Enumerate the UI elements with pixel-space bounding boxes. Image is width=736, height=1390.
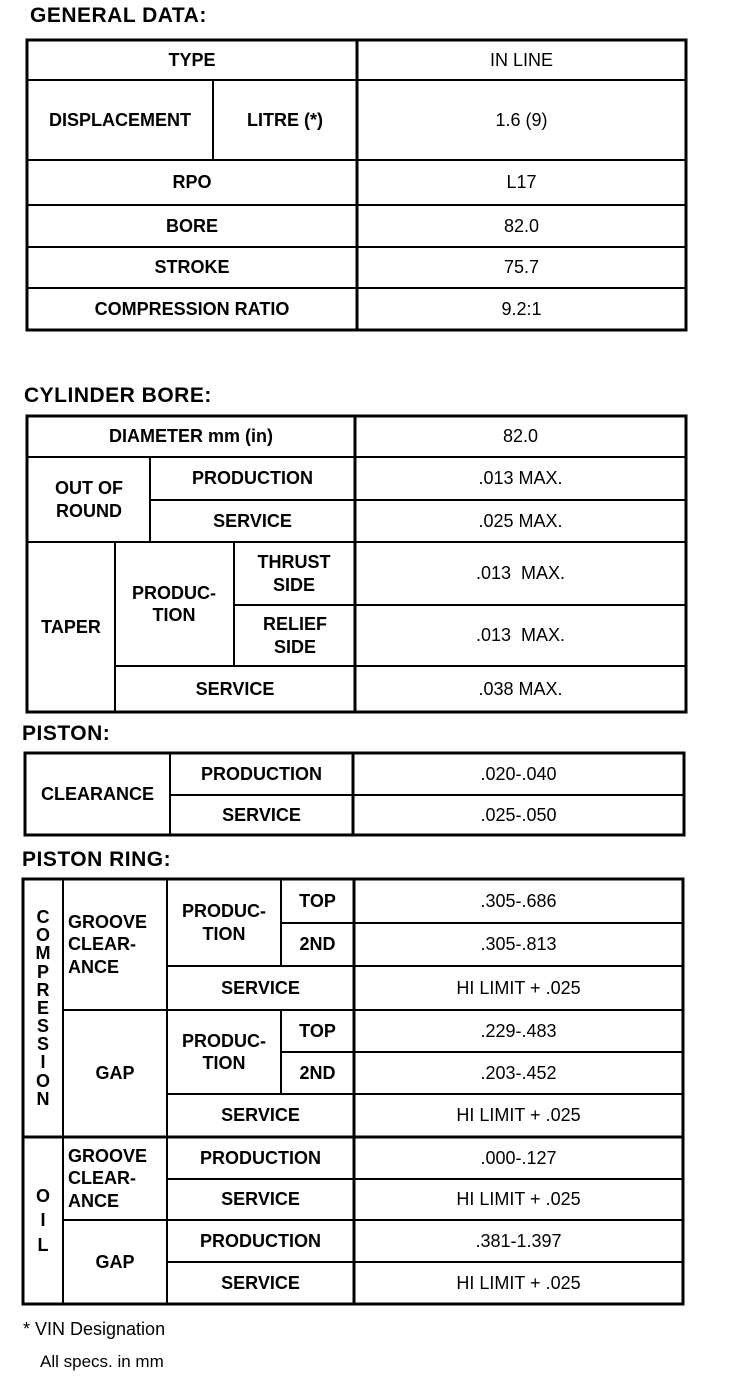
diameter-label: DIAMETER mm (in) xyxy=(109,426,273,447)
litre-label: LITRE (*) xyxy=(247,109,323,130)
rpo-label: RPO xyxy=(172,172,212,193)
oil-groove-production-label: PRODUCTION xyxy=(200,1147,321,1168)
oor-production-label: PRODUCTION xyxy=(192,468,313,489)
bore-label: BORE xyxy=(165,215,218,236)
piston-service-value: .025-.050 xyxy=(480,804,557,825)
type-label: TYPE xyxy=(168,49,216,70)
stroke-value: 75.7 xyxy=(503,257,540,277)
comp-groove-service-value: HI LIMIT + .025 xyxy=(456,977,581,998)
stroke-label: STROKE xyxy=(154,257,230,278)
oil-groove-production-value: .000-.127 xyxy=(480,1147,557,1168)
comp-groove-2nd-label: 2ND xyxy=(299,934,336,955)
piston-production-value: .020-.040 xyxy=(480,763,557,784)
units-footnote: All specs. in mm xyxy=(40,1352,164,1371)
out-of-round-label: OUT OF ROUND xyxy=(55,478,123,521)
oor-service-label: SERVICE xyxy=(213,510,292,531)
vin-footnote: * VIN Designation xyxy=(23,1319,166,1339)
oil-groove-clearance-label: GROOVE CLEAR- ANCE xyxy=(68,1145,148,1211)
cylinder-bore-title: CYLINDER BORE: xyxy=(24,384,212,407)
oil-gap-service-label: SERVICE xyxy=(221,1272,300,1293)
comp-gap-service-value: HI LIMIT + .025 xyxy=(456,1105,581,1125)
comp-gap-top-label: TOP xyxy=(299,1020,336,1041)
compression-ratio-value: 9.2:1 xyxy=(501,298,542,319)
comp-gap-top-value: .229-.483 xyxy=(480,1020,557,1041)
comp-groove-2nd-value: .305-.813 xyxy=(480,934,557,954)
piston-production-label: PRODUCTION xyxy=(201,763,322,784)
piston-title: PISTON: xyxy=(22,722,111,745)
compression-vertical-label: C O M P R E S S I O N xyxy=(35,906,51,1109)
comp-groove-service-label: SERVICE xyxy=(221,977,300,998)
comp-groove-top-value: .305-.686 xyxy=(480,890,557,911)
relief-side-label: RELIEF SIDE xyxy=(262,614,327,657)
taper-label: TAPER xyxy=(41,616,101,637)
comp-groove-production-label: PRODUC- TION xyxy=(182,901,266,944)
displacement-value: 1.6 (9) xyxy=(495,109,548,130)
bore-value: 82.0 xyxy=(503,215,540,236)
oil-groove-service-label: SERVICE xyxy=(221,1189,300,1210)
oil-gap-production-value: .381-1.397 xyxy=(475,1230,562,1251)
oor-production-value: .013 MAX. xyxy=(478,468,563,488)
comp-gap-production-label: PRODUC- TION xyxy=(182,1030,266,1073)
type-value: IN LINE xyxy=(489,49,554,70)
comp-gap-2nd-value: .203-.452 xyxy=(480,1062,557,1083)
thrust-side-value: .013 MAX. xyxy=(475,563,566,583)
compression-ratio-label: COMPRESSION RATIO xyxy=(94,298,290,319)
comp-groove-top-label: TOP xyxy=(299,890,336,911)
oil-gap-service-value: HI LIMIT + .025 xyxy=(456,1272,581,1293)
comp-gap-service-label: SERVICE xyxy=(221,1105,300,1126)
relief-side-value: .013 MAX. xyxy=(475,625,566,645)
comp-gap-label: GAP xyxy=(95,1063,135,1084)
oil-gap-production-label: PRODUCTION xyxy=(200,1230,321,1251)
taper-service-label: SERVICE xyxy=(195,678,275,699)
piston-service-label: SERVICE xyxy=(222,804,301,825)
general-data-title: GENERAL DATA: xyxy=(30,4,207,27)
diameter-value: 82.0 xyxy=(502,426,539,446)
displacement-label: DISPLACEMENT xyxy=(48,109,191,130)
oil-vertical-label: O I L xyxy=(35,1186,50,1255)
piston-ring-title: PISTON RING: xyxy=(22,848,172,871)
taper-service-value: .038 MAX. xyxy=(478,678,563,699)
oil-gap-label: GAP xyxy=(95,1251,135,1272)
piston-clearance-label: CLEARANCE xyxy=(40,783,154,804)
oil-groove-service-value: HI LIMIT + .025 xyxy=(456,1189,581,1209)
comp-groove-clearance-label: GROOVE CLEAR- ANCE xyxy=(68,911,148,977)
comp-gap-2nd-label: 2ND xyxy=(299,1062,336,1083)
taper-production-label: PRODUC- TION xyxy=(132,582,216,625)
thrust-side-label: THRUST SIDE xyxy=(257,552,331,595)
rpo-value: L17 xyxy=(506,172,537,192)
oor-service-value: .025 MAX. xyxy=(478,510,563,531)
